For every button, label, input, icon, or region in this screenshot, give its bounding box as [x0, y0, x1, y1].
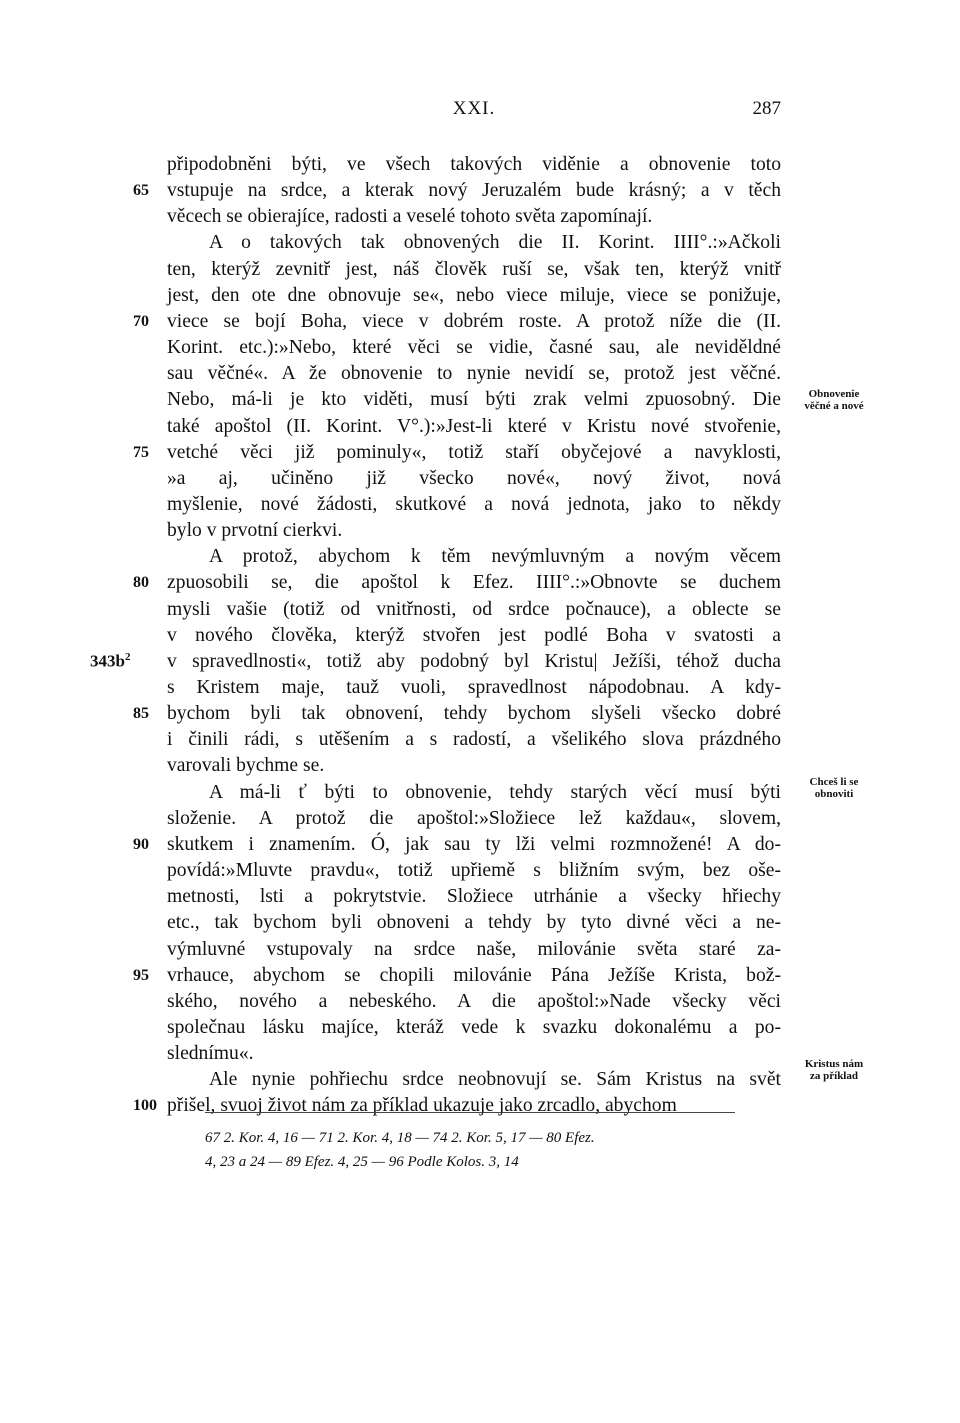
- text-line: viece se bojí Boha, viece v dobrém roste. A protož níže die (II.: [167, 310, 781, 332]
- text-line: zpuosobili se, die apoštol k Efez. IIII°.:»Obnovte se duchem: [167, 572, 781, 594]
- margin-note-kristus: Kristus nám za příklad: [804, 1058, 864, 1082]
- footnote-rule: [205, 1112, 735, 1113]
- footnotes: [205, 1126, 785, 1174]
- line-number: 90: [133, 835, 149, 853]
- text-line: mysli vašie (totiž od vnitřnosti, od srdce počnauce), a oblecte se: [167, 598, 781, 620]
- line-number: 80: [133, 574, 149, 592]
- text-line: v spravedlnosti«, totiž aby podobný byl Kristu| Ježíši, téhož ducha: [167, 650, 781, 672]
- text-line: přišel, svuoj život nám za příklad ukazuje jako zrcadlo, abychom: [167, 1095, 677, 1117]
- text-line: skutkem i znamením. Ó, jak sau ty lži velmi rozmnožené! A do-: [167, 833, 781, 855]
- chapter-title: XXI.: [452, 98, 496, 119]
- footnote-line: 4, 23 a 24 — 89 Efez. 4, 25 — 96 Podle Kolos. 3, 14: [205, 1154, 519, 1170]
- margin-note-chces-li: Chceš li se obnoviti: [809, 776, 859, 800]
- running-head: [167, 98, 781, 128]
- line-number: 100: [133, 1097, 157, 1115]
- text-line: sau věčné«. A že obnovenie to nynie nevidí se, protož jest věčné.: [167, 363, 781, 385]
- line-number: 65: [133, 182, 149, 200]
- text-line: připodobněni býti, ve všech takových viděnie a obnovenie toto: [167, 154, 781, 175]
- line-number: 95: [133, 966, 149, 984]
- line-number: 85: [133, 705, 149, 723]
- text-line: Ale nynie pohřiechu srdce neobnovují se. Sám Kristus na svět: [209, 1069, 781, 1091]
- text-line: »a aj, učiněno již všecko nové«, nový život, nová: [167, 467, 781, 489]
- text-line: bylo v prvotní cierkvi.: [167, 520, 343, 542]
- text-line: s Kristem maje, tauž vuoli, spravedlnost nápodobnau. A kdy-: [167, 677, 781, 698]
- text-line: ten, kterýž zevnitř jest, náš člověk ruší se, však ten, kterýž vnitř: [167, 258, 781, 280]
- text-line: A o takových tak obnovených die II. Korint. IIII°.:»Ačkoli: [209, 232, 781, 254]
- text-line: Nebo, má-li je kto viděti, musí býti zrak velmi zpuosobný. Die: [167, 389, 781, 411]
- line-number: 75: [133, 443, 149, 461]
- text-line: bychom byli tak obnovení, tehdy bychom slyšeli všecko dobré: [167, 703, 781, 725]
- text-line: metnosti, lsti a pokrytstvie. Složiece utrhánie a všecky hřiechy: [167, 886, 781, 908]
- text-line: jest, den ote dne obnovuje se«, nebo viece miluje, viece se ponižuje,: [167, 284, 781, 306]
- text-line: vetché věci již pominuly«, totiž staří obyčejové a navyklosti,: [167, 441, 781, 463]
- text-line: vstupuje na srdce, a kterak nový Jeruzalém bude krásný; a v těch: [167, 180, 781, 202]
- text-line: také apoštol (II. Korint. V°.):»Jest-li které v Kristu nové stvořenie,: [167, 415, 781, 437]
- text-line: A má-li ť býti to obnovenie, tehdy starých věcí musí býti: [209, 781, 781, 803]
- text-line: v nového člověka, kterýž stvořen jest podlé Boha v svatosti a: [167, 624, 781, 646]
- footnote-line: 67 2. Kor. 4, 16 — 71 2. Kor. 4, 18 — 74 2. Kor. 5, 17 — 80 Efez.: [205, 1130, 595, 1146]
- text-line: etc., tak bychom byli obnoveni a tehdy by tyto divné věci a ne-: [167, 912, 781, 934]
- margin-note-obnovenie: Obnovenie věčné a nové: [804, 388, 864, 412]
- text-line: věcech se obierajíce, radosti a veselé tohoto světa zapomínají.: [167, 206, 653, 228]
- text-line: vrhauce, abychom se chopili milovánie Pána Ježíše Krista, bož-: [167, 964, 781, 986]
- text-line: i činili rádi, s utěšením a s radostí, a všelikého slova prázdného: [167, 729, 781, 751]
- text-line: varovali bychme se.: [167, 755, 325, 777]
- text-line: výmluvné vstupovaly na srdce naše, milovánie světa staré za-: [167, 938, 781, 960]
- text-line: povídá:»Mluvte pravdu«, totiž upřiemě s bližním svým, bez oše-: [167, 860, 781, 882]
- text-line: slednímu«.: [167, 1043, 254, 1065]
- text-line: myšlenie, nové žádosti, skutkové a nová jednota, jako to někdy: [167, 493, 781, 515]
- line-number: 70: [133, 312, 149, 330]
- text-line: A protož, abychom k těm nevýmluvným a novým věcem: [209, 546, 781, 568]
- text-line: ského, nového a nebeského. A die apoštol:»Nade všecky věci: [167, 990, 781, 1012]
- text-line: společnau lásku majíce, kteráž vede k svazku dokonalému a po-: [167, 1016, 781, 1038]
- page-number: 287: [752, 98, 781, 119]
- text-line: složenie. A protož die apoštol:»Složiece lež každau«, slovem,: [167, 807, 781, 829]
- text-line: Korint. etc.):»Nebo, které věci se vidie, časné sau, ale neviděldné: [167, 337, 781, 359]
- folio-mark: $343b^2$: [90, 651, 131, 671]
